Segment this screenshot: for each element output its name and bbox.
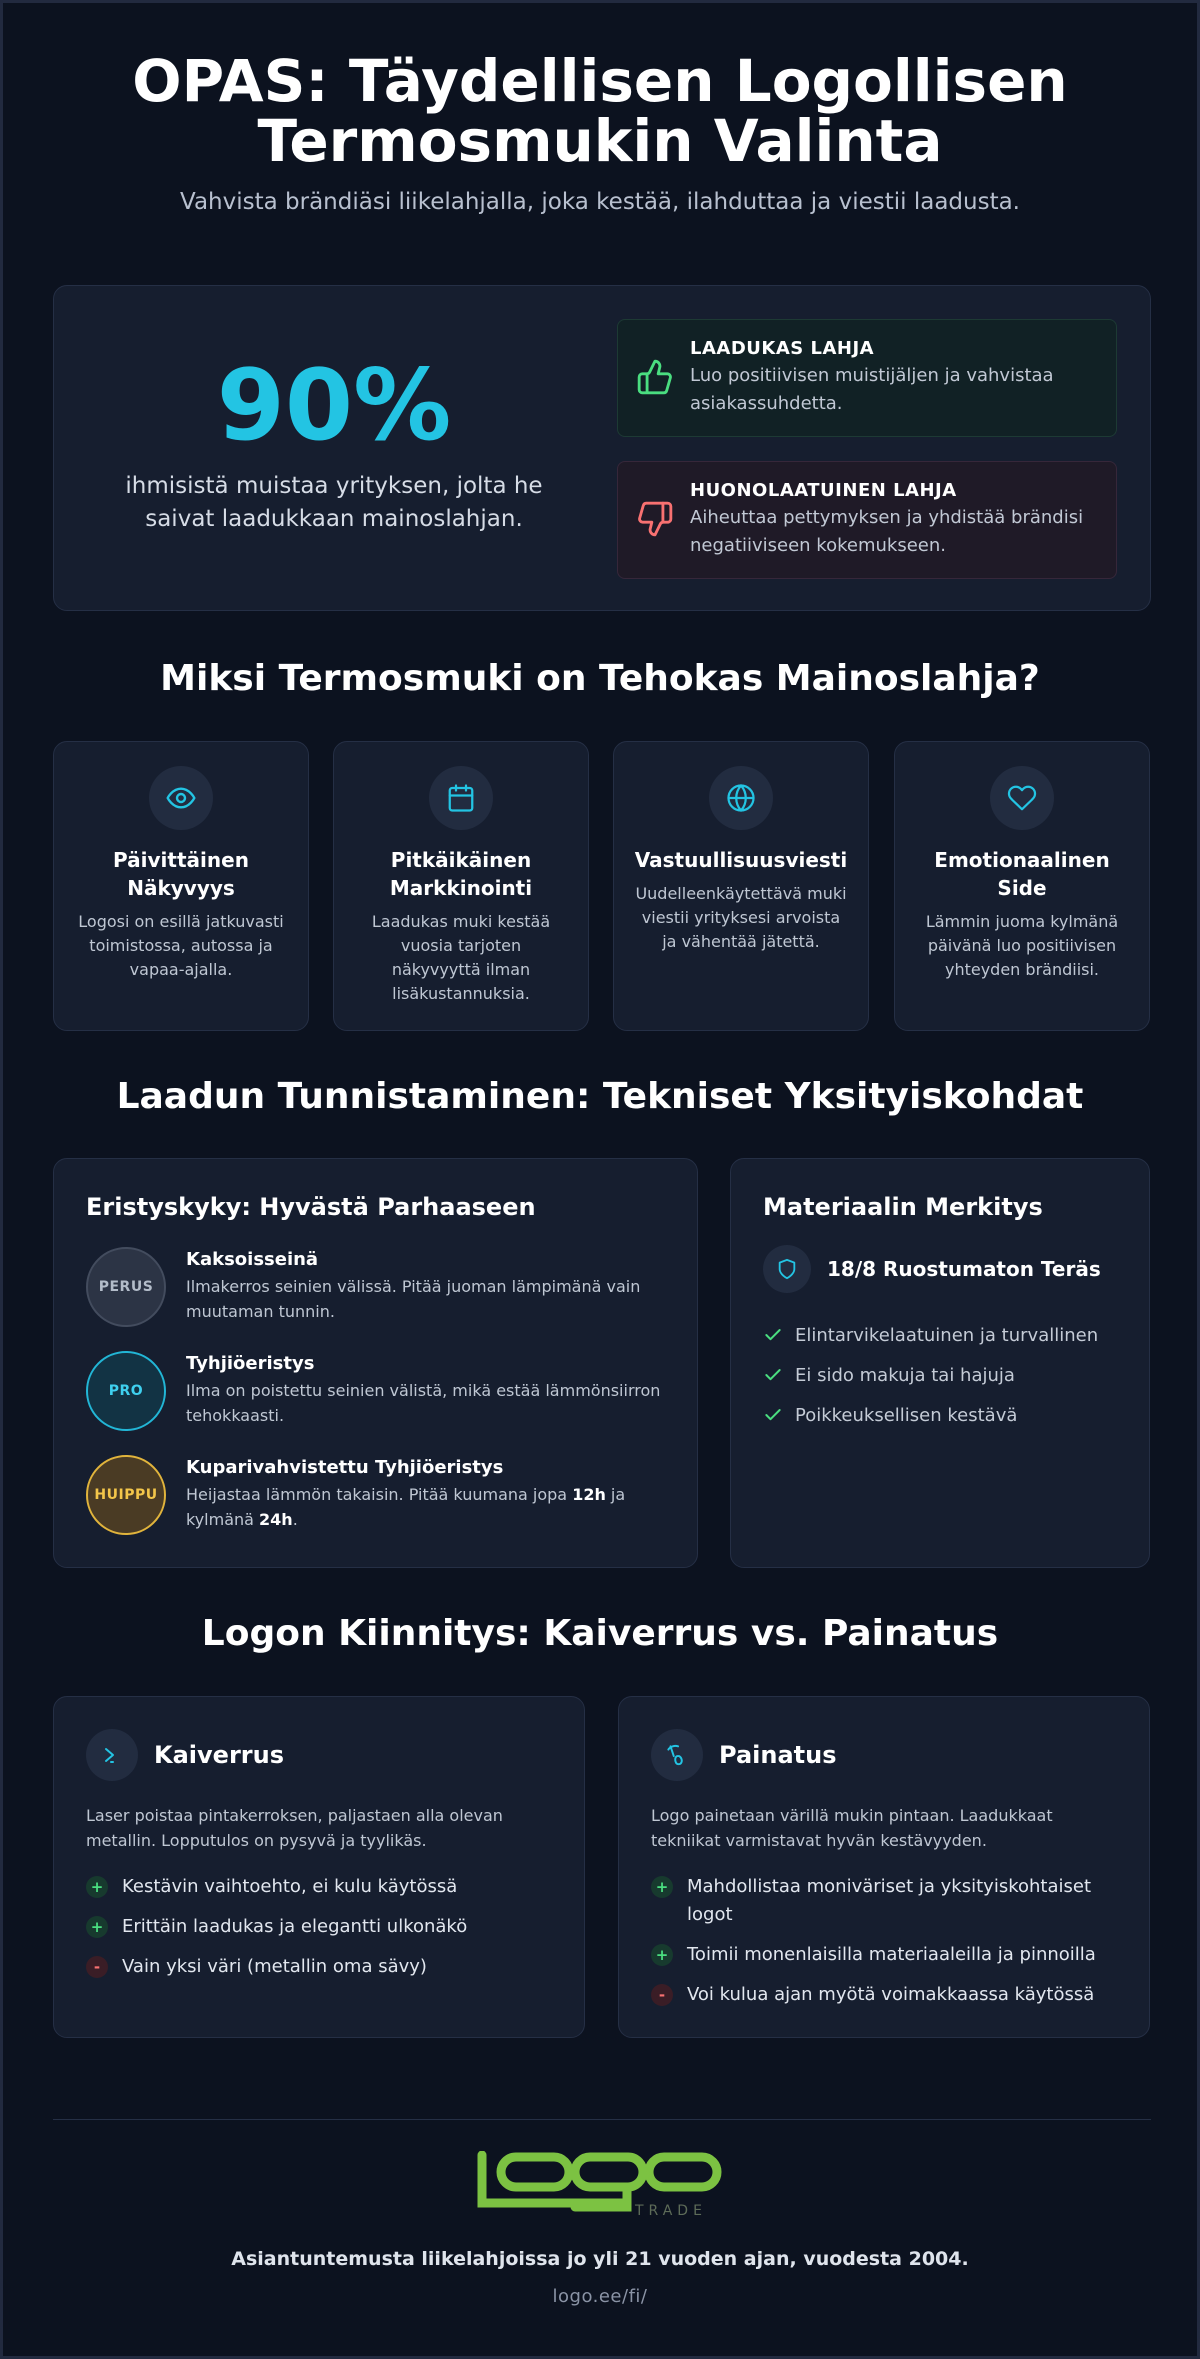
engraving-card: [53, 1696, 585, 2038]
insulation-title: Eristyskyky: Hyvästä Parhaaseen: [86, 1193, 536, 1221]
svg-text:TRADE: TRADE: [635, 2203, 707, 2219]
engraving-points: [86, 1873, 552, 1981]
tier-text: Heijastaa lämmön takaisin. Pitää kuumana jopa 12h ja kylmänä 24h.: [186, 1485, 626, 1529]
eye-icon: [165, 782, 197, 814]
stat-card: [53, 285, 1151, 611]
calendar-icon: [446, 783, 476, 813]
why-card-text: Uudelleenkäytettävä muki viestii yrityksesi arvoista ja vähentää jätettä.: [635, 884, 847, 951]
material-checklist: [763, 1315, 1117, 1435]
footer-tagline: Asiantuntemusta liikelahjoissa jo yli 21 vuoden ajan, vuodesta 2004.: [231, 2248, 969, 2270]
good-gift-box: [617, 319, 1117, 437]
thumbs-down-icon: [636, 500, 674, 538]
list-item: Poikkeuksellisen kestävä: [763, 1395, 1117, 1435]
printing-card: [618, 1696, 1150, 2038]
methods-section-title: Logon Kiinnitys: Kaiverrus vs. Painatus: [201, 1613, 999, 1654]
why-card-sustainability: [613, 741, 869, 1031]
stat-text: ihmisistä muistaa yrityksen, jolta he saivat laadukkaan mainoslahjan.: [125, 473, 543, 532]
printing-points: [651, 1873, 1117, 2009]
list-item: - Vain yksi väri (metallin oma sävy): [86, 1953, 552, 1981]
quality-section-title: Laadun Tunnistaminen: Tekniset Yksityiskohdat: [116, 1076, 1084, 1117]
tier-badge: PERUS: [86, 1247, 166, 1327]
plus-icon: +: [86, 1876, 108, 1898]
material-title: Materiaalin Merkitys: [763, 1193, 1043, 1221]
good-gift-text: Luo positiivisen muistijäljen ja vahvistaa asiakassuhdetta.: [690, 365, 1054, 414]
plus-icon: +: [651, 1876, 673, 1898]
engraving-title: Kaiverrus: [154, 1741, 284, 1769]
thumbs-up-icon: [636, 358, 674, 396]
why-card-visibility: [53, 741, 309, 1031]
why-section-title: Miksi Termosmuki on Tehokas Mainoslahja?: [160, 658, 1040, 699]
heart-icon: [1007, 783, 1037, 813]
page-subtitle: Vahvista brändiäsi liikelahjalla, joka kestää, ilahduttaa ja viestii laadusta.: [180, 189, 1020, 215]
engraving-desc: Laser poistaa pintakerroksen, paljastaen alla olevan metallin. Lopputulos on pysyvä ja tyylikäs.: [86, 1806, 503, 1850]
plus-icon: +: [651, 1944, 673, 1966]
why-card-title: Vastuullisuusviesti: [634, 848, 848, 872]
list-item: + Mahdollistaa moniväriset ja yksityiskohtaiset logot: [651, 1873, 1117, 1929]
tier-basic: [86, 1247, 665, 1351]
steel-row: [763, 1245, 1117, 1293]
globe-icon: [726, 783, 756, 813]
why-card-title: Päivittäinen Näkyvyys: [113, 848, 249, 900]
tier-title: Tyhjiöeristys: [186, 1353, 315, 1374]
tier-top: [86, 1455, 665, 1559]
list-item: - Voi kulua ajan myötä voimakkaassa käytössä: [651, 1981, 1117, 2009]
svg-text:logo: logo: [477, 2151, 480, 2152]
tier-pro: [86, 1351, 665, 1455]
list-item: + Erittäin laadukas ja elegantti ulkonäkö: [86, 1913, 552, 1941]
why-card-emotion: [894, 741, 1150, 1031]
shield-icon: [776, 1258, 798, 1280]
material-card: [730, 1158, 1150, 1568]
tier-title: Kaksoisseinä: [186, 1249, 319, 1270]
logotrade-logo: [477, 2151, 727, 2219]
check-icon: [763, 1405, 783, 1425]
footer-divider: [53, 2119, 1151, 2120]
bad-gift-text: Aiheuttaa pettymyksen ja yhdistää brändisi negatiiviseen kokemukseen.: [690, 507, 1084, 556]
tier-text: Ilma on poistettu seinien välistä, mikä estää lämmönsiirron tehokkaasti.: [186, 1381, 661, 1425]
plus-icon: +: [86, 1916, 108, 1938]
hero: [3, 3, 1197, 215]
list-item: + Kestävin vaihtoehto, ei kulu käytössä: [86, 1873, 552, 1901]
tier-badge: HUIPPU: [86, 1455, 166, 1535]
laser-icon: [100, 1743, 124, 1767]
check-icon: [763, 1365, 783, 1385]
why-card-title: Pitkäikäinen Markkinointi: [389, 848, 533, 900]
steel-label: 18/8 Ruostumaton Teräs: [827, 1257, 1101, 1281]
why-card-text: Lämmin juoma kylmänä päivänä luo positiivisen yhteyden brändiisi.: [925, 912, 1119, 979]
printing-desc: Logo painetaan värillä mukin pintaan. Laadukkaat tekniikat varmistavat hyvän kestävyyden.: [651, 1806, 1053, 1850]
cold-hours: 24h: [259, 1510, 293, 1529]
tier-badge: PRO: [86, 1351, 166, 1431]
stat-value: 90%: [216, 349, 452, 463]
list-item: Ei sido makuja tai hajuja: [763, 1355, 1117, 1395]
why-card-text: Laadukas muki kestää vuosia tarjoten näkyvyyttä ilman lisäkustannuksia.: [371, 912, 551, 1003]
hot-hours: 12h: [572, 1485, 606, 1504]
minus-icon: -: [86, 1956, 108, 1978]
paint-brush-icon: [664, 1742, 690, 1768]
bad-gift-box: [617, 461, 1117, 579]
why-card-text: Logosi on esillä jatkuvasti toimistossa, autossa ja vapaa-ajalla.: [78, 912, 284, 979]
why-card-longevity: [333, 741, 589, 1031]
bad-gift-title: HUONOLAATUINEN LAHJA: [690, 480, 957, 501]
why-card-title: Emotionaalinen Side: [934, 848, 1110, 900]
list-item: Elintarvikelaatuinen ja turvallinen: [763, 1315, 1117, 1355]
tier-title: Kuparivahvistettu Tyhjiöeristys: [186, 1457, 504, 1478]
page-title: OPAS: Täydellisen Logollisen Termosmukin Valinta: [132, 47, 1068, 175]
list-item: + Toimii monenlaisilla materiaaleilla ja pinnoilla: [651, 1941, 1117, 1969]
printing-title: Painatus: [719, 1741, 837, 1769]
footer-url[interactable]: logo.ee/fi/: [552, 2286, 648, 2307]
good-gift-title: LAADUKAS LAHJA: [690, 338, 875, 359]
insulation-card: [53, 1158, 698, 1568]
minus-icon: -: [651, 1984, 673, 2006]
tier-text: Ilmakerros seinien välissä. Pitää juoman lämpimänä vain muutaman tunnin.: [186, 1277, 641, 1321]
check-icon: [763, 1325, 783, 1345]
